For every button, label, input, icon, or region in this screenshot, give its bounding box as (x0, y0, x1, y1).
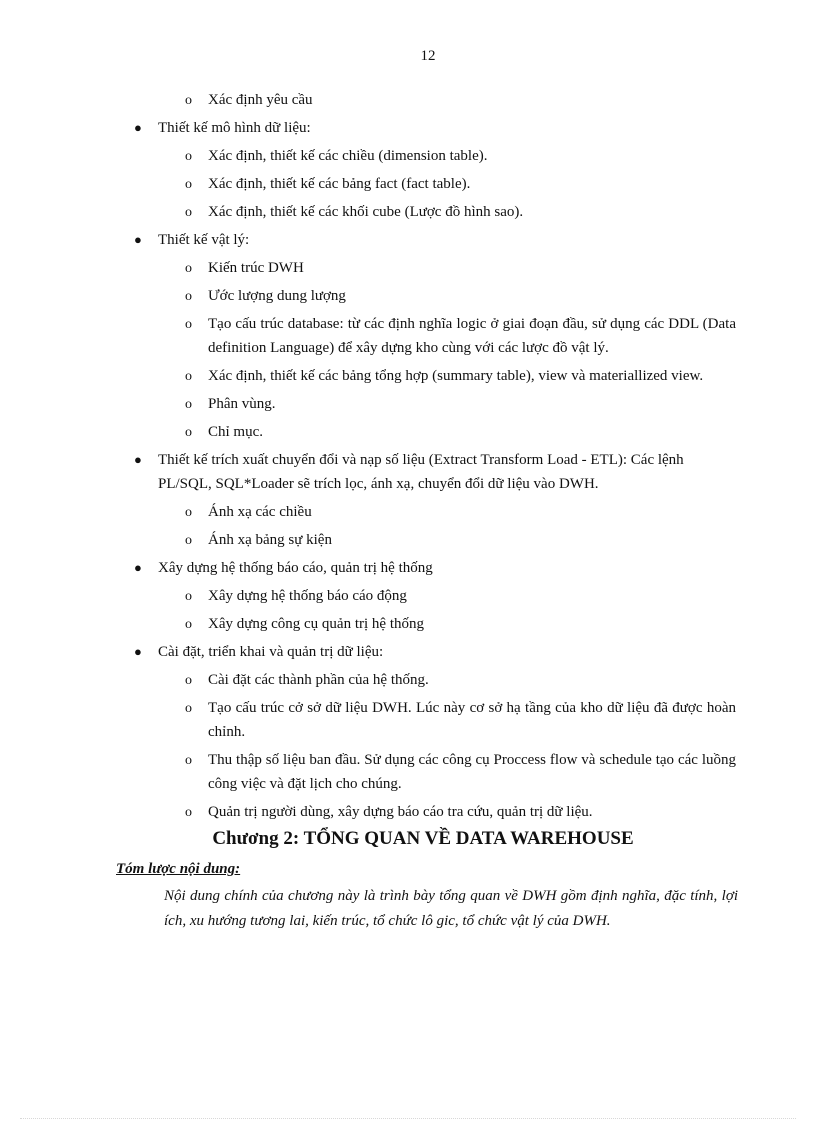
sub-bullet-item (0, 420, 816, 444)
circle-marker-icon: o (185, 397, 192, 412)
item-text: Chỉ mục. (208, 424, 263, 440)
bullet-item (0, 640, 816, 664)
item-text: Thiết kế vật lý: (158, 232, 250, 248)
circle-marker-icon: o (185, 261, 192, 276)
bullet-item (0, 116, 816, 140)
item-text: Ánh xạ các chiều (208, 504, 312, 520)
circle-marker-icon: o (185, 149, 192, 164)
circle-marker-icon: o (185, 93, 192, 108)
circle-marker-icon: o (185, 317, 192, 332)
item-text: Xác định, thiết kế các bảng fact (fact table). (208, 176, 471, 192)
bullet-marker-icon: ● (134, 560, 142, 575)
sub-bullet-item (0, 584, 816, 608)
circle-marker-icon: o (185, 505, 192, 520)
item-text: Xây dựng hệ thống báo cáo, quản trị hệ thống (158, 560, 433, 576)
sub-bullet-item (0, 88, 816, 112)
item-text: Thiết kế trích xuất chuyển đổi và nạp số liệu (Extract Transform Load - ETL): Các lệnh PL/SQL, SQL*Loader sẽ trích lọc, ánh xạ, chuyển đổi dữ liệu vào DWH. (158, 452, 684, 492)
item-text: Xác định, thiết kế các bảng tổng hợp (summary table), view và materiallized view. (208, 368, 704, 384)
circle-marker-icon: o (185, 205, 192, 220)
item-text: Thu thập số liệu ban đầu. Sử dụng các công cụ Proccess flow và schedule tạo các luồng công việc và đặt lịch cho chúng. (208, 752, 736, 792)
item-text: Tạo cấu trúc database: từ các định nghĩa logic ở giai đoạn đầu, sử dụng các DDL (Data definition Language) để xây dựng kho cùng với các lược đồ vật lý. (208, 316, 736, 356)
circle-marker-icon: o (185, 805, 192, 820)
circle-marker-icon: o (185, 533, 192, 548)
sub-bullet-item (0, 748, 816, 796)
sub-bullet-item (0, 612, 816, 636)
item-text: Cài đặt các thành phần của hệ thống. (208, 672, 429, 688)
sub-bullet-item (0, 312, 816, 360)
bullet-marker-icon: ● (134, 644, 142, 659)
circle-marker-icon: o (185, 589, 192, 604)
document-body (0, 84, 816, 934)
item-text: Kiến trúc DWH (208, 260, 304, 276)
sub-bullet-item (0, 696, 816, 744)
bullet-item (0, 556, 816, 580)
sub-bullet-item (0, 364, 816, 388)
sub-bullet-item (0, 668, 816, 692)
circle-marker-icon: o (185, 177, 192, 192)
item-text: Thiết kế mô hình dữ liệu: (158, 120, 311, 136)
item-text: Xác định yêu cầu (208, 92, 313, 108)
item-text: Xác định, thiết kế các chiều (dimension table). (208, 148, 488, 164)
item-text: Ước lượng dung lượng (208, 288, 346, 304)
item-text: Xây dựng hệ thống báo cáo động (208, 588, 407, 604)
outline-list (0, 88, 816, 824)
chapter-title: Chương 2: TỔNG QUAN VỀ DATA WAREHOUSE (212, 828, 634, 849)
item-text: Cài đặt, triển khai và quản trị dữ liệu: (158, 644, 384, 660)
sub-bullet-item (0, 528, 816, 552)
bullet-marker-icon: ● (134, 120, 142, 135)
bullet-item (0, 448, 816, 496)
sub-bullet-item (0, 800, 816, 824)
circle-marker-icon: o (185, 673, 192, 688)
circle-marker-icon: o (185, 753, 192, 768)
sub-bullet-item (0, 392, 816, 416)
page-bottom-rule (20, 1118, 796, 1119)
item-text: Quản trị người dùng, xây dựng báo cáo tra cứu, quản trị dữ liệu. (208, 804, 593, 820)
bullet-marker-icon: ● (134, 452, 142, 467)
sub-bullet-item (0, 144, 816, 168)
summary-heading: Tóm lược nội dung: (116, 861, 241, 877)
item-text: Xây dựng công cụ quản trị hệ thống (208, 616, 424, 632)
item-text: Ánh xạ bảng sự kiện (208, 532, 332, 548)
circle-marker-icon: o (185, 701, 192, 716)
sub-bullet-item (0, 200, 816, 224)
circle-marker-icon: o (185, 617, 192, 632)
bullet-marker-icon: ● (134, 232, 142, 247)
circle-marker-icon: o (185, 369, 192, 384)
page-number: 12 (420, 48, 436, 64)
sub-bullet-item (0, 172, 816, 196)
item-text: Phân vùng. (208, 396, 276, 412)
bullet-item (0, 228, 816, 252)
summary-body: Nội dung chính của chương này là trình bày tổng quan về DWH gồm định nghĩa, đặc tính, lợi ích, xu hướng tương lai, kiến trúc, tổ chức lô gic, tổ chức vật lý của DWH. (164, 888, 738, 929)
sub-bullet-item (0, 256, 816, 280)
circle-marker-icon: o (185, 425, 192, 440)
item-text: Tạo cấu trúc cở sở dữ liệu DWH. Lúc này cơ sở hạ tầng của kho dữ liệu đã được hoàn chỉnh. (208, 700, 736, 740)
circle-marker-icon: o (185, 289, 192, 304)
item-text: Xác định, thiết kế các khối cube (Lược đồ hình sao). (208, 204, 524, 220)
sub-bullet-item (0, 284, 816, 308)
sub-bullet-item (0, 500, 816, 524)
